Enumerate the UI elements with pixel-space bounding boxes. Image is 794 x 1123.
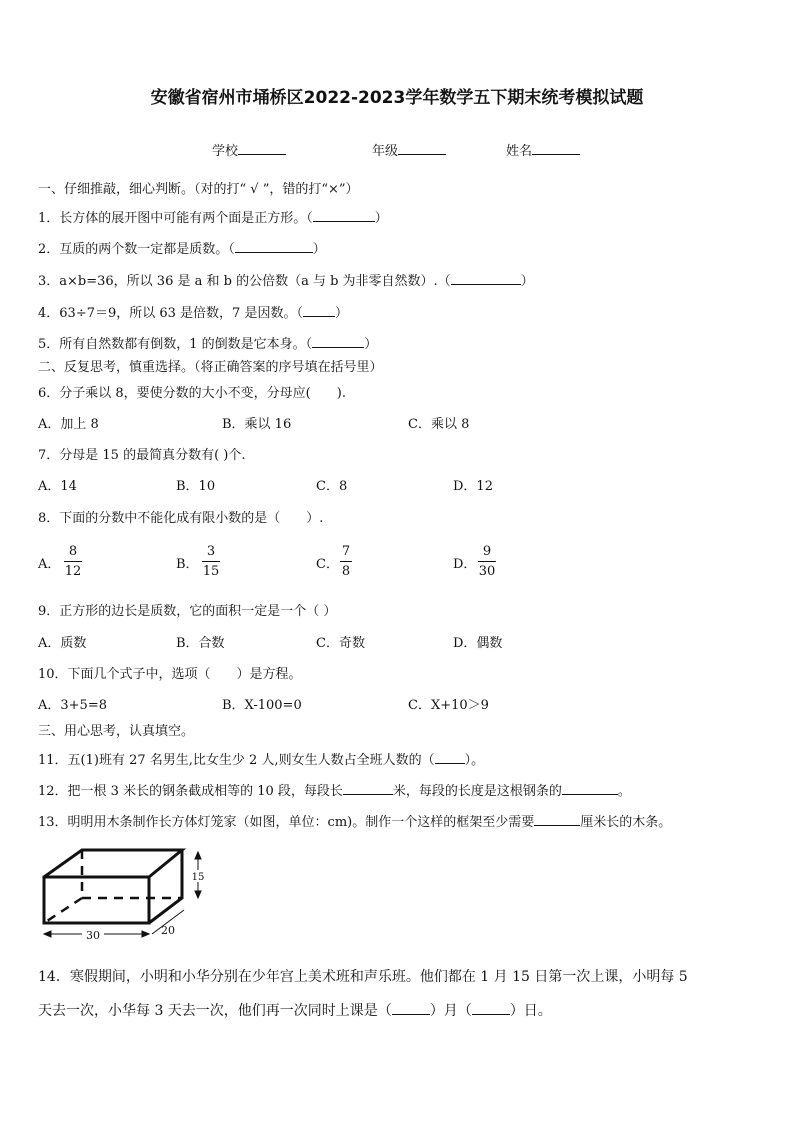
cuboid-right-edge [149,850,182,923]
q11-answer-blank[interactable] [435,751,465,764]
question-3 [38,272,534,288]
grade-label: 年级 [372,144,399,159]
question-14-line-1: 14．寒假期间，小明和小华分别在少年宫上美术班和声乐班。他们都在 1 月 15 日第一次上课，小明每 5 [38,969,688,985]
q14-text-2: ）月（ [429,1003,472,1019]
width-label: 20 [161,924,175,937]
q4-answer-blank[interactable] [303,304,335,317]
q13-text-2: 厘米长的木条。 [580,815,672,830]
question-2 [38,240,326,256]
q7-option-d[interactable]: D．12 [453,479,493,494]
q2-answer-blank[interactable] [235,240,313,253]
fraction-bar [478,561,496,562]
fraction-denominator: 30 [478,564,496,579]
cuboid-top-face [44,850,182,877]
q3-close: ） [520,274,534,289]
arrow-right-icon [142,931,149,937]
q8-option-a-label[interactable]: A． [38,557,61,572]
q7-option-a[interactable]: A．14 [38,479,77,494]
question-9: 9．正方形的边长是质数，它的面积一定是一个（ ） [38,604,337,619]
q1-text: 1．长方体的展开图中可能有两个面是正方形。（ [38,211,313,226]
cuboid-hidden-depth-edge [44,898,82,923]
school-field[interactable] [212,142,286,158]
q6-option-b[interactable]: B．乘以 16 [222,417,292,432]
q14-day-blank[interactable] [472,1001,510,1015]
fraction-numerator: 8 [68,544,78,559]
q3-text: 3．a×b=36，所以 36 是 a 和 b 的公倍数（a 与 b 为非零自然数）.（ [38,274,451,289]
question-8: 8．下面的分数中不能化成有限小数的是（ ）. [38,511,324,526]
fraction-denominator: 15 [202,564,220,579]
fraction-denominator: 12 [64,564,82,579]
name-field[interactable] [506,142,580,158]
question-7: 7．分母是 15 的最简真分数有( )个. [38,448,246,463]
q9-option-c[interactable]: C．奇数 [316,636,365,651]
q12-blank-2[interactable] [562,782,618,795]
q11-text: 11．五(1)班有 27 名男生,比女生少 2 人,则女生人数占全班人数的（ [38,753,435,768]
q7-option-b[interactable]: B．10 [176,479,216,494]
q1-close: ） [374,211,388,226]
q4-close: ） [334,306,348,321]
school-blank[interactable] [238,142,286,155]
q14-month-blank[interactable] [392,1001,430,1015]
q8-option-b-label[interactable]: B． [176,557,199,572]
school-label: 学校 [212,144,239,159]
q13-text-1: 13．明明用木条制作长方体灯笼家（如图，单位：cm)。制作一个这样的框架至少需要 [38,815,535,830]
fraction-bar [202,561,220,562]
q8-option-c-fraction[interactable] [340,545,352,578]
q11-close: ）。 [464,753,485,768]
q9-option-d[interactable]: D．偶数 [453,636,503,651]
fraction-bar [64,561,82,562]
grade-blank[interactable] [398,142,446,155]
length-label: 30 [86,929,100,942]
q9-option-b[interactable]: B．合数 [176,636,225,651]
q8-option-d-label[interactable]: D． [453,557,477,572]
q13-blank[interactable] [534,813,580,826]
q14-text-1: 天去一次，小华每 3 天去一次，他们再一次同时上课是（ [38,1003,392,1019]
q14-text-3: ）日。 [509,1003,552,1019]
q12-text-3: 。 [617,784,631,799]
q7-option-c[interactable]: C．8 [316,479,348,494]
q10-option-b[interactable]: B．X-100=0 [222,698,302,713]
q12-text-2: 米，每段的长度是这根钢条的 [392,784,562,799]
question-6: 6．分子乘以 8，要使分数的大小不变，分母应( ). [38,386,346,401]
cuboid-figure [34,842,224,947]
q12-text-1: 12．把一根 3 米长的钢条截成相等的 10 段，每段长 [38,784,343,799]
height-label: 15 [191,872,205,883]
question-4 [38,304,348,320]
fraction-numerator: 3 [206,544,216,559]
grade-field[interactable] [372,142,446,158]
question-11 [38,751,484,767]
question-14-line-2 [38,1001,552,1018]
section1-heading: 一、仔细推敲，细心判断。（对的打“ √ ”，错的打“×”） [38,182,359,197]
fraction-numerator: 9 [482,544,492,559]
q10-option-a[interactable]: A．3+5=8 [38,698,107,713]
question-5 [38,335,377,351]
arrow-left-icon [44,931,51,937]
q2-close: ） [312,242,326,257]
q6-option-c[interactable]: C．乘以 8 [408,417,470,432]
q6-option-a[interactable]: A．加上 8 [38,417,99,432]
page-title: 安徽省宿州市埇桥区2022-2023学年数学五下期末统考模拟试题 [150,88,644,108]
arrow-down-icon [195,891,201,898]
fraction-bar [340,561,352,562]
q8-option-c-label[interactable]: C． [316,557,339,572]
question-1 [38,209,388,225]
fraction-denominator: 8 [341,564,351,579]
q5-answer-blank[interactable] [312,335,364,348]
section3-heading: 三、用心思考，认真填空。 [38,724,195,739]
q1-answer-blank[interactable] [313,209,375,222]
q5-text: 5．所有自然数都有倒数，1 的倒数是它本身。（ [38,337,313,352]
q2-text: 2．互质的两个数一定都是质数。（ [38,242,235,257]
q3-answer-blank[interactable] [451,272,521,285]
section2-heading: 二、反复思考，慎重选择。（将正确答案的序号填在括号里） [38,360,383,375]
name-label: 姓名 [506,144,533,159]
arrow-up-icon [195,852,201,859]
q12-blank-1[interactable] [343,782,393,795]
name-blank[interactable] [532,142,580,155]
cuboid-front-face [44,877,149,923]
q8-option-a-fraction[interactable] [64,545,82,578]
q5-close: ） [364,337,378,352]
fraction-numerator: 7 [341,544,351,559]
question-13 [38,813,671,829]
q8-option-d-fraction[interactable] [478,545,496,578]
q9-option-a[interactable]: A．质数 [38,636,87,651]
q10-option-c[interactable]: C．X+10＞9 [408,698,489,713]
q8-option-b-fraction[interactable] [202,545,220,578]
question-10: 10．下面几个式子中，选项（ ）是方程。 [38,667,302,682]
q4-text: 4．63÷7＝9，所以 63 是倍数，7 是因数。（ [38,306,303,321]
question-12 [38,782,631,798]
